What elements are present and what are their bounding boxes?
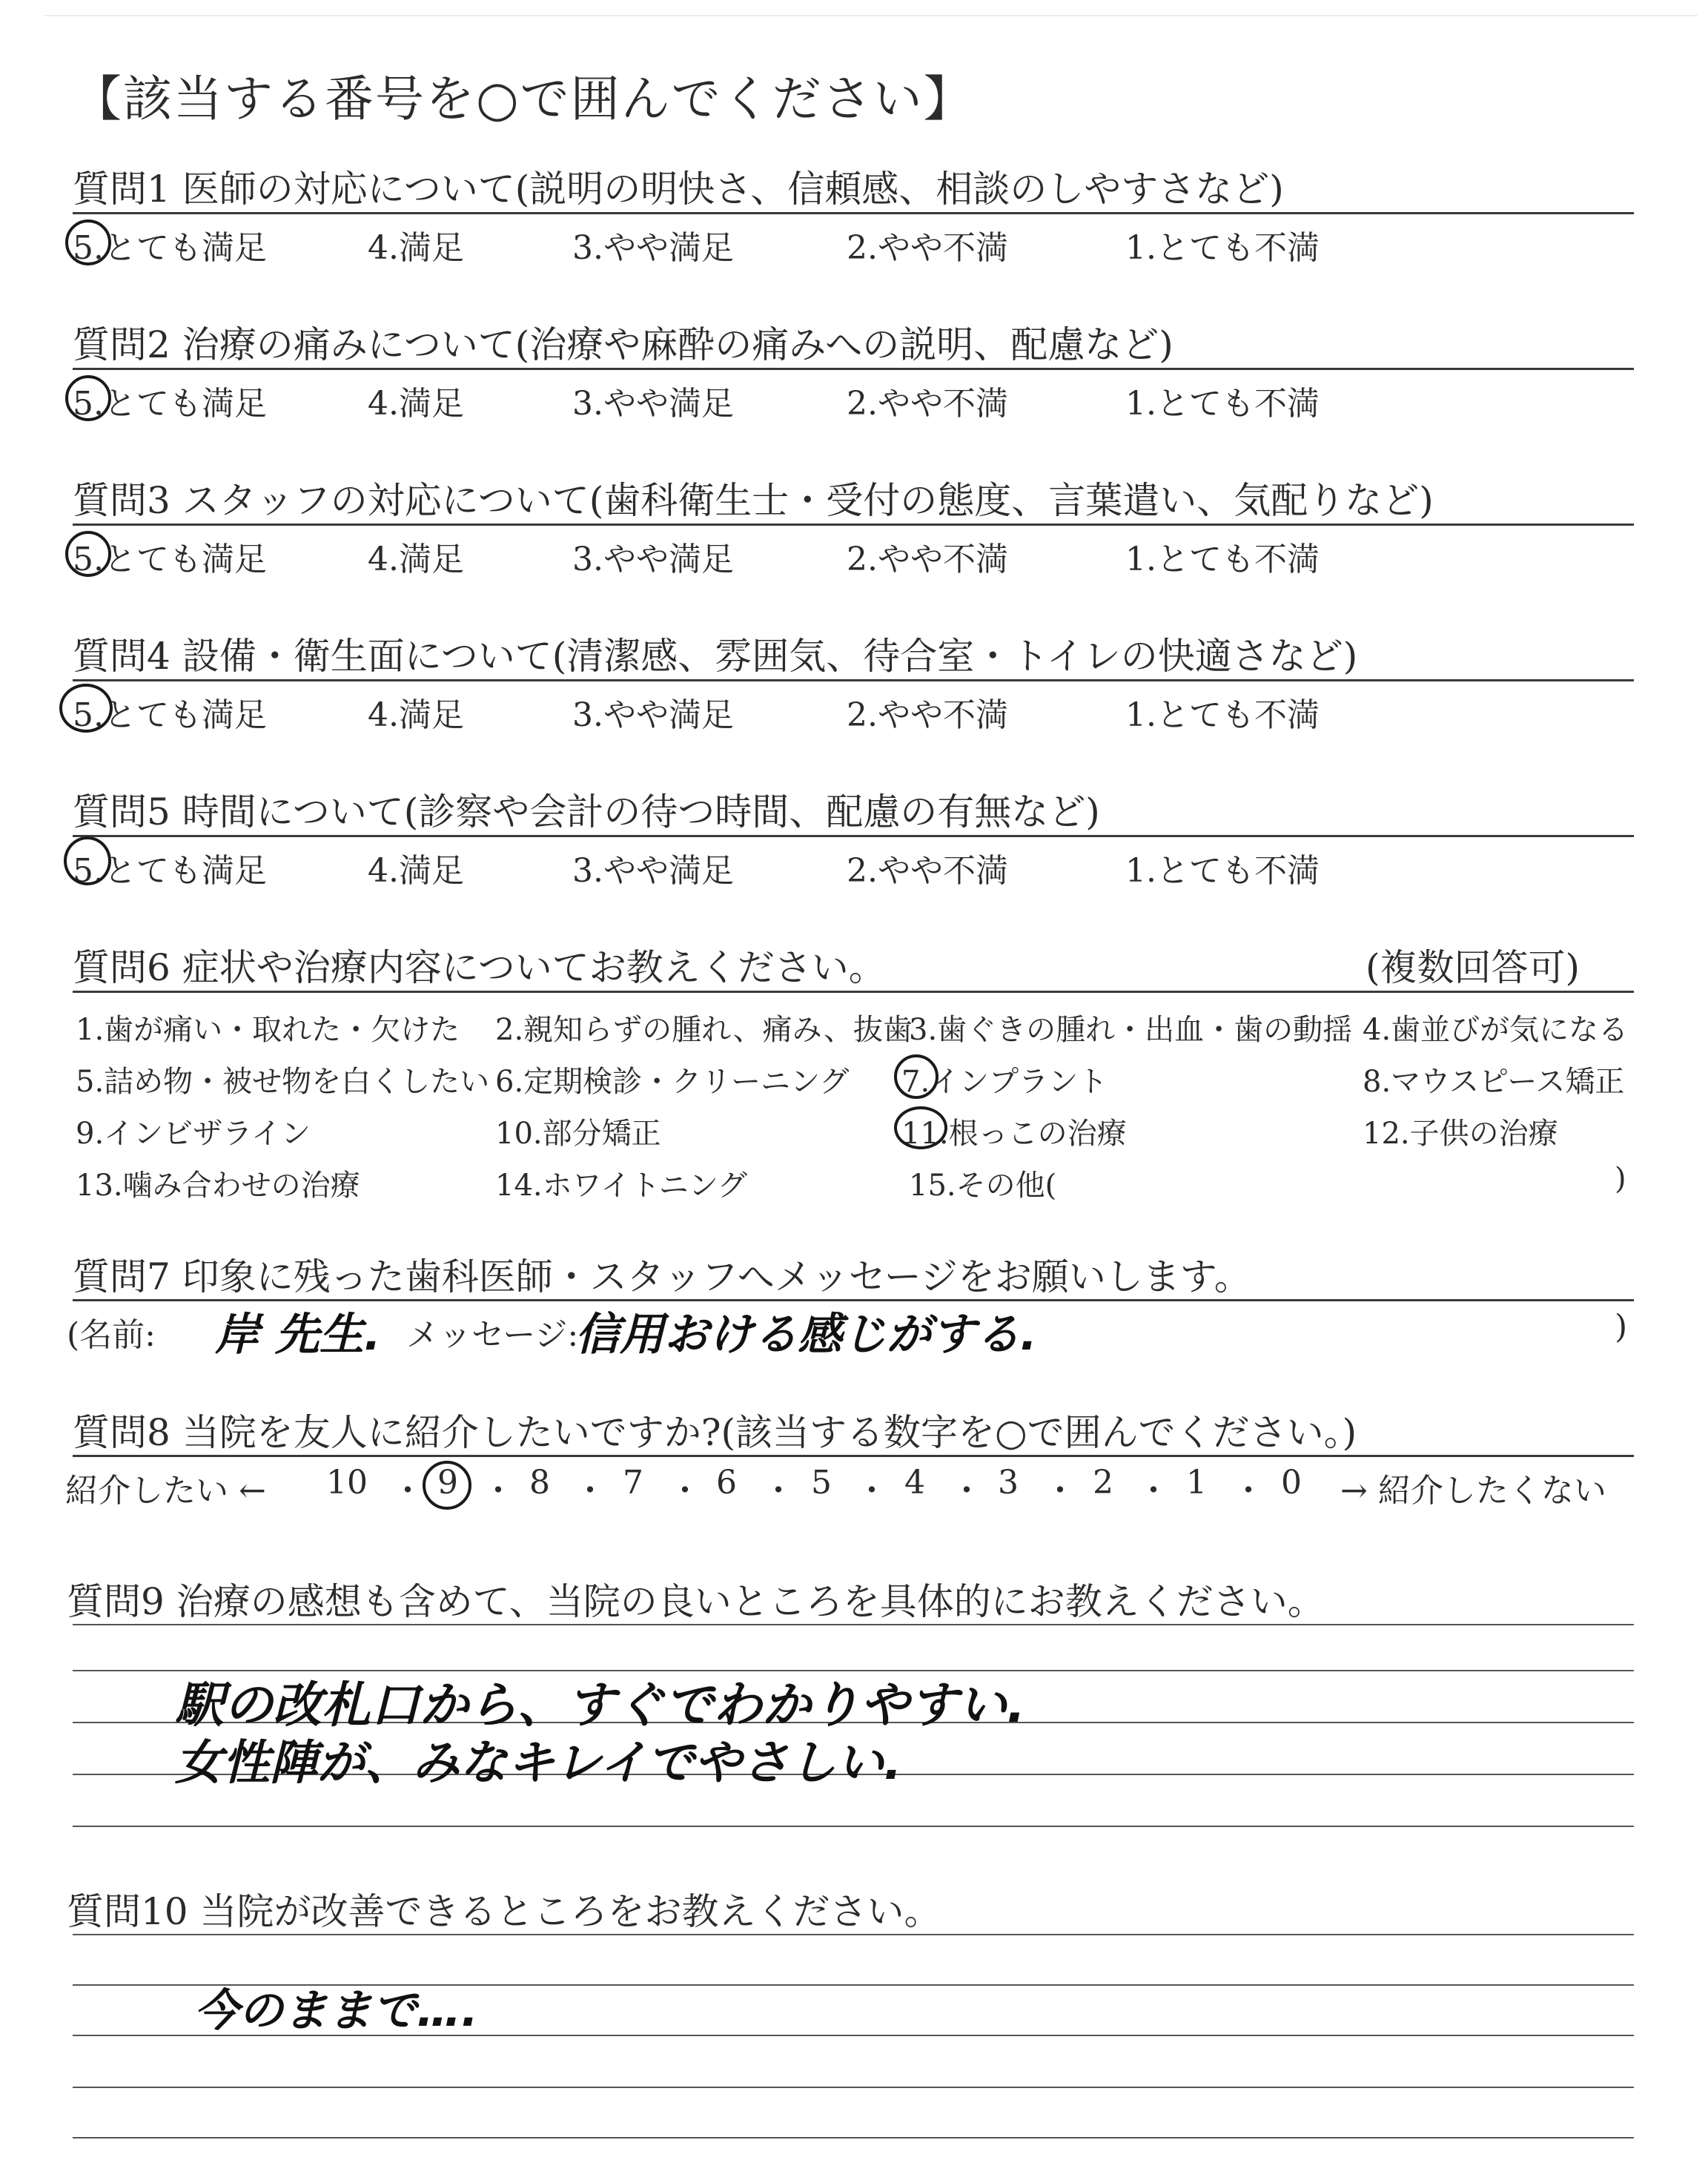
q8-scale-1[interactable]: 1	[1186, 1464, 1207, 1502]
q8-scale-dot: ・	[1044, 1472, 1076, 1510]
q8-scale-dot: ・	[482, 1472, 514, 1510]
q8-scale-dot: ・	[669, 1472, 701, 1510]
q3-option-3[interactable]: 3.やや満足	[572, 541, 734, 578]
q2-option-4[interactable]: 4.満足	[368, 385, 464, 423]
q2-answer-circle	[65, 375, 111, 421]
q7-name-value[interactable]: 岸 先生.	[215, 1309, 381, 1361]
q8-scale-dot: ・	[391, 1472, 424, 1510]
question-7-label: 質問7 印象に残った歯科医師・スタッフへメッセージをお願いします。	[73, 1255, 1251, 1298]
q3-option-4[interactable]: 4.満足	[368, 541, 464, 578]
question-2-label: 質問2 治療の痛みについて(治療や麻酔の痛みへの説明、配慮など)	[73, 323, 1174, 366]
q8-scale-10[interactable]: 10	[326, 1464, 368, 1502]
q9-line-5	[73, 1826, 1634, 1827]
q5-option-4[interactable]: 4.満足	[368, 852, 464, 890]
q9-answer-line-2[interactable]: 女性陣が、みなキレイでやさしい.	[175, 1736, 902, 1791]
q6-option-4[interactable]: 4.歯並びが気になる	[1363, 1013, 1629, 1047]
q4-option-1[interactable]: 1.とても不満	[1125, 696, 1320, 734]
q5-option-2[interactable]: 2.やや不満	[847, 852, 1008, 890]
question-6-label: 質問6 症状や治療内容についてお教えください。	[73, 946, 886, 989]
q8-answer-circle	[423, 1461, 471, 1510]
question-9-label: 質問9 治療の感想も含めて、当院の良いところを具体的にお教えください。	[67, 1580, 1325, 1623]
q2-option-1[interactable]: 1.とても不満	[1125, 385, 1320, 423]
q6-option-12[interactable]: 12.子供の治療	[1363, 1117, 1558, 1151]
q6-option-9[interactable]: 9.インビザライン	[76, 1117, 311, 1151]
q7-message-label: メッセージ:	[406, 1316, 579, 1354]
q6-option-10[interactable]: 10.部分矯正	[495, 1117, 661, 1151]
q7-message-value[interactable]: 信用おける感じがする.	[575, 1309, 1037, 1361]
q5-option-3[interactable]: 3.やや満足	[572, 852, 734, 890]
q8-scale-2[interactable]: 2	[1093, 1464, 1113, 1502]
q4-option-5[interactable]: 5.とても満足	[73, 696, 267, 734]
question-1-label: 質問1 医師の対応について(説明の明快さ、信頼感、相談のしやすさなど)	[73, 168, 1284, 211]
q6-option-7-circle	[894, 1054, 939, 1099]
q1-answer-circle	[65, 219, 111, 265]
top-edge-line	[44, 15, 1698, 16]
q8-scale-3[interactable]: 3	[998, 1464, 1019, 1502]
question-2-rule	[73, 368, 1634, 370]
q4-option-4[interactable]: 4.満足	[368, 696, 464, 734]
q6-other-close-paren: )	[1615, 1162, 1626, 1196]
question-5-label: 質問5 時間について(診察や会計の待つ時間、配慮の有無など)	[73, 790, 1100, 833]
q8-scale-0[interactable]: 0	[1281, 1464, 1302, 1502]
q1-option-4[interactable]: 4.満足	[368, 229, 464, 267]
q7-name-label: (名前:	[67, 1316, 156, 1354]
q9-answer-line-1[interactable]: 駅の改札口から、すぐでわかりやすい.	[175, 1677, 1026, 1734]
q8-scale-4[interactable]: 4	[904, 1464, 925, 1502]
question-3-label: 質問3 スタッフの対応について(歯科衛生士・受付の態度、言葉遣い、気配りなど)	[73, 479, 1434, 522]
q8-scale-dot: ・	[574, 1472, 606, 1510]
q8-scale-7[interactable]: 7	[623, 1464, 643, 1502]
q6-option-7[interactable]: 7.インプラント	[901, 1065, 1108, 1099]
q5-answer-circle	[64, 836, 111, 885]
q6-option-5[interactable]: 5.詰め物・被せ物を白くしたい	[76, 1065, 490, 1099]
question-3-rule	[73, 524, 1634, 526]
q8-scale-dot: ・	[1137, 1472, 1170, 1510]
q6-option-11-circle	[894, 1106, 947, 1149]
q6-option-11[interactable]: 11.根っこの治療	[901, 1117, 1127, 1151]
q10-line-5	[73, 2137, 1634, 2138]
q8-scale-dot: ・	[1232, 1472, 1265, 1510]
q6-option-2[interactable]: 2.親知らずの腫れ、痛み、抜歯	[495, 1013, 913, 1047]
q8-scale-dot: ・	[855, 1472, 888, 1510]
q4-answer-circle	[59, 684, 113, 733]
q6-option-6[interactable]: 6.定期検診・クリーニング	[495, 1065, 850, 1099]
q8-scale-6[interactable]: 6	[716, 1464, 737, 1502]
q7-close-paren: )	[1615, 1308, 1628, 1346]
q8-scale-5[interactable]: 5	[811, 1464, 832, 1502]
question-4-label: 質問4 設備・衛生面について(清潔感、雰囲気、待合室・トイレの快適さなど)	[73, 635, 1358, 678]
question-8-rule	[73, 1455, 1634, 1457]
q3-option-5[interactable]: 5.とても満足	[73, 541, 267, 578]
q8-scale-9[interactable]: 9	[437, 1464, 458, 1502]
q8-scale-dot: ・	[950, 1472, 983, 1510]
form-title: 【該当する番号を○で囲んでください】	[73, 70, 974, 128]
q4-option-2[interactable]: 2.やや不満	[847, 696, 1008, 734]
q8-scale-8[interactable]: 8	[529, 1464, 550, 1502]
q1-option-3[interactable]: 3.やや満足	[572, 229, 734, 267]
q6-option-1[interactable]: 1.歯が痛い・取れた・欠けた	[76, 1013, 460, 1047]
q6-option-3[interactable]: 3.歯ぐきの腫れ・出血・歯の動揺	[909, 1013, 1353, 1047]
q6-option-15[interactable]: 15.その他(	[909, 1169, 1057, 1203]
question-6-rule	[73, 991, 1634, 993]
question-1-rule	[73, 212, 1634, 214]
question-5-rule	[73, 835, 1634, 837]
q9-line-1	[73, 1624, 1634, 1625]
q1-option-1[interactable]: 1.とても不満	[1125, 229, 1320, 267]
q8-left-label: 紹介したい ←	[65, 1472, 266, 1510]
question-10-label: 質問10 当院が改善できるところをお教えください。	[67, 1890, 941, 1933]
q10-line-1	[73, 1934, 1634, 1935]
q2-option-5[interactable]: 5.とても満足	[73, 385, 267, 423]
q1-option-2[interactable]: 2.やや不満	[847, 229, 1008, 267]
q3-option-1[interactable]: 1.とても不満	[1125, 541, 1320, 578]
q3-answer-circle	[65, 531, 111, 577]
q5-option-1[interactable]: 1.とても不満	[1125, 852, 1320, 890]
q10-line-4	[73, 2087, 1634, 2088]
question-4-rule	[73, 679, 1634, 681]
question-6-note: (複数回答可)	[1366, 946, 1580, 989]
q1-option-5[interactable]: 5.とても満足	[73, 229, 267, 267]
q5-option-5[interactable]: 5.とても満足	[73, 852, 267, 890]
q6-option-8[interactable]: 8.マウスピース矯正	[1363, 1065, 1625, 1099]
question-8-label: 質問8 当院を友人に紹介したいですか?(該当する数字を○で囲んでください。)	[73, 1411, 1357, 1454]
q8-scale-dot: ・	[762, 1472, 795, 1510]
q3-option-2[interactable]: 2.やや不満	[847, 541, 1008, 578]
q4-option-3[interactable]: 3.やや満足	[572, 696, 734, 734]
q8-right-label: → 紹介したくない	[1340, 1472, 1606, 1510]
q10-answer-line-1[interactable]: 今のままで….	[194, 1985, 478, 2037]
q2-option-2[interactable]: 2.やや不満	[847, 385, 1008, 423]
q6-option-14[interactable]: 14.ホワイトニング	[495, 1169, 748, 1203]
q2-option-3[interactable]: 3.やや満足	[572, 385, 734, 423]
q6-option-13[interactable]: 13.噛み合わせの治療	[76, 1169, 360, 1203]
